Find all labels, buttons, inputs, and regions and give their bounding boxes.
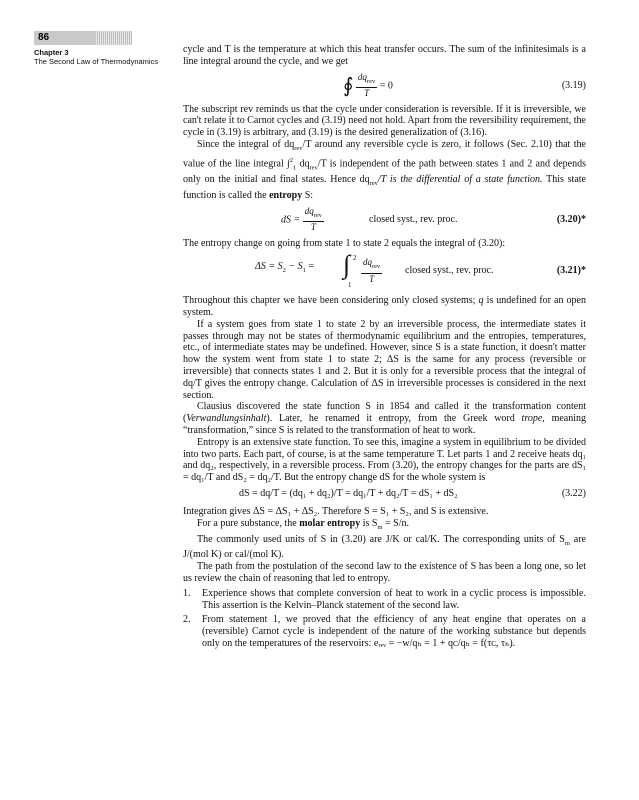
eq319-fraction xyxy=(356,72,377,100)
p5-b: is undefined for an open system. xyxy=(183,295,586,319)
p11-b: are J/(mol K) or cal/(mol K). xyxy=(183,533,586,561)
p3-d: /T is independent of the path between states 1 and 2 and depends only on the initial and final states. Hence dq xyxy=(183,158,586,185)
equation-3-22 xyxy=(183,488,586,502)
list-item-text: From statement 1, we proved that the efficiency of any heat engine that operates on a (reversible) Carnot cycle is independent of the nature of the working substance but depends only on the temperatures of the reservoirs: eᵣₑᵥ = −w/qₕ = 1 + qᴄ/qₕ = f(τᴄ, τₕ). xyxy=(202,614,586,650)
p11-sub: m xyxy=(564,539,570,547)
p3-a-sub: rev xyxy=(294,144,303,152)
eq321-condition: closed syst., rev. proc. xyxy=(405,265,494,277)
eq319-rhs: = 0 xyxy=(379,80,393,92)
p10-c: is S xyxy=(360,517,378,529)
eq321-mid: − S xyxy=(285,261,303,273)
eq319-numerator: dq xyxy=(357,71,367,82)
page-header-bar xyxy=(34,31,132,45)
p3-b: /T around any reversible cycle is zero, it follows (Sec. 2.10) that the value of the line integral ∫ xyxy=(183,138,586,170)
p7-german-term: Verwandlungsinhalt xyxy=(186,413,267,425)
eq319-number: (3.19) xyxy=(561,79,586,91)
eq320-sub: rev xyxy=(313,211,323,219)
eq320-numerator: dq xyxy=(304,205,314,216)
p10-molar-entropy-term: molar entropy xyxy=(299,517,361,529)
list-item-number: 2. xyxy=(183,614,191,626)
eq321-sub: rev xyxy=(372,263,381,271)
list-item-number: 1. xyxy=(183,587,191,599)
body-text xyxy=(183,44,586,650)
eq321-s1: 1 xyxy=(302,267,306,275)
paragraph-1: cycle and T is the temperature at which this heat transfer occurs. The sum of the infinitesimals is a line integral around the cycle, and we get xyxy=(183,44,586,67)
paragraph-12: The path from the postulation of the second law to the existence of S has been a long one, so let us review the chain of reasoning that led to entropy. xyxy=(183,561,586,585)
p3-b-sup: 2 xyxy=(289,156,293,164)
list-item xyxy=(183,588,586,612)
paragraph-10 xyxy=(183,518,586,534)
eq321-equals: = xyxy=(305,261,315,273)
eq320-lhs: dS = xyxy=(281,214,301,225)
paragraph-4: The entropy change on going from state 1 to state 2 equals the integral of (3.20): xyxy=(183,237,506,249)
eq321-lower-limit: 1 xyxy=(348,281,352,290)
p7-c: ). Later, he renamed it entropy, from the Greek word xyxy=(266,413,522,425)
p3-f: This state function is called the xyxy=(183,173,586,201)
header-decoration xyxy=(96,31,132,45)
equation-3-20 xyxy=(183,206,586,232)
p5-a: Throughout this chapter we have been considering only closed systems; xyxy=(183,295,479,307)
paragraph-8: Entropy is an extensive state function. To see this, imagine a system in equilibrium to be divided into two parts. Each part, of course, is at the same temperature T. Let parts 1 and 2 receive heats dq₁ and dq₂, respectively, in a reversible process. From (3.20), the entropy changes for the parts are dS₁ = dq₁/T and dS₂ = dq₂/T. But the entropy change dS for the whole system is xyxy=(183,436,586,484)
p3-d-sub: rev xyxy=(369,179,378,187)
eq321-denominator: T xyxy=(369,273,375,284)
eq319-denominator: T xyxy=(364,88,370,99)
eq320-number: (3.20)* xyxy=(556,213,586,225)
p10-a: For a pure substance, the xyxy=(197,517,300,529)
p3-c: dq xyxy=(296,158,310,170)
list-item-text: Experience shows that complete conversion of heat to work in a cyclic process is impossible. This assertion is the Kelvin–Planck statement of the second law. xyxy=(202,587,586,611)
running-head xyxy=(34,48,174,66)
eq321-number: (3.21)* xyxy=(556,265,586,277)
eq321-upper-limit: 2 xyxy=(353,254,357,263)
p10-d: = S/n. xyxy=(382,517,409,529)
list-item xyxy=(183,614,586,649)
eq319-sub: rev xyxy=(366,77,376,85)
p7-a: Clausius discovered the state function S in 1854 and called it the transformation content ( xyxy=(183,401,586,425)
eq321-fraction xyxy=(361,257,382,285)
paragraph-6: If a system goes from state 1 to state 2 by an irreversible process, the intermediate states it passes through may not be states of thermodynamic equilibrium and the entropies, temperatures, etc., of intermediate states may be undefined. However, since S is a state function, it doesn't matter how the system went from state 1 to state 2; ΔS is the same for any process (reversible or irreversible) that connects states 1 and 2. But it is only for a reversible process that the integral of dq/T gives the entropy change. Calculation of ΔS in irreversible processes is considered in the next section. xyxy=(183,318,586,401)
p3-h: S: xyxy=(302,189,314,201)
p3-a: Since the integral of dq xyxy=(197,138,295,150)
eq322-number: (3.22) xyxy=(561,488,586,500)
equation-3-21 xyxy=(183,250,586,290)
p5-q: q xyxy=(478,295,484,307)
eq320-condition: closed syst., rev. proc. xyxy=(369,213,458,225)
integral-sign: ∫ xyxy=(343,250,351,280)
paragraph-7 xyxy=(183,401,586,436)
page-number: 86 xyxy=(38,32,50,43)
p7-e: meaning “transformation,” since S is related to the transformation of heat to work. xyxy=(183,413,587,437)
p11-a: The commonly used units of S in (3.20) are J/K or cal/K. The corresponding units of S xyxy=(197,533,565,545)
contour-integral-sign: ∮ xyxy=(343,74,354,97)
paragraph-11 xyxy=(183,534,586,562)
chapter-title: The Second Law of Thermodynamics xyxy=(34,57,159,66)
eq320-fraction xyxy=(303,206,324,234)
paragraph-2: The subscript rev reminds us that the cycle under consideration is reversible. If it is irreversible, we can't relate it to Carnot cycles and (3.19) need not hold. Apart from the reversibility requirement, the cycle in (3.19) is arbitrary, and (3.19) is the desired generalization of (3.16). xyxy=(183,103,586,139)
eq320-denominator: T xyxy=(310,222,316,233)
chapter-label: Chapter 3 xyxy=(34,48,69,57)
p3-entropy-term: entropy xyxy=(269,189,303,201)
eq321-lhs: ΔS = S xyxy=(255,261,283,273)
p10-sub: m xyxy=(377,523,383,531)
p7-greek-term: trope, xyxy=(521,413,545,425)
eq321-numerator: dq xyxy=(363,257,372,268)
equation-3-19 xyxy=(183,72,586,98)
numbered-list xyxy=(183,588,586,650)
eq322-body: dS = dq/T = (dq₁ + dq₂)/T = dq₁/T + dq₂/T = dS₁ + dS₂ xyxy=(239,488,458,500)
p3-e: /T is the differential of a state function. xyxy=(377,173,543,185)
paragraph-5 xyxy=(183,295,586,319)
paragraph-9: Integration gives ΔS = ΔS₁ + ΔS₂. Therefore S = S₁ + S₂, and S is extensive. xyxy=(183,506,489,518)
eq321-s2: 2 xyxy=(282,267,286,275)
p3-c-sub: rev xyxy=(309,164,318,172)
p3-b-sub: 1 xyxy=(292,164,297,172)
paragraph-3 xyxy=(183,139,586,202)
